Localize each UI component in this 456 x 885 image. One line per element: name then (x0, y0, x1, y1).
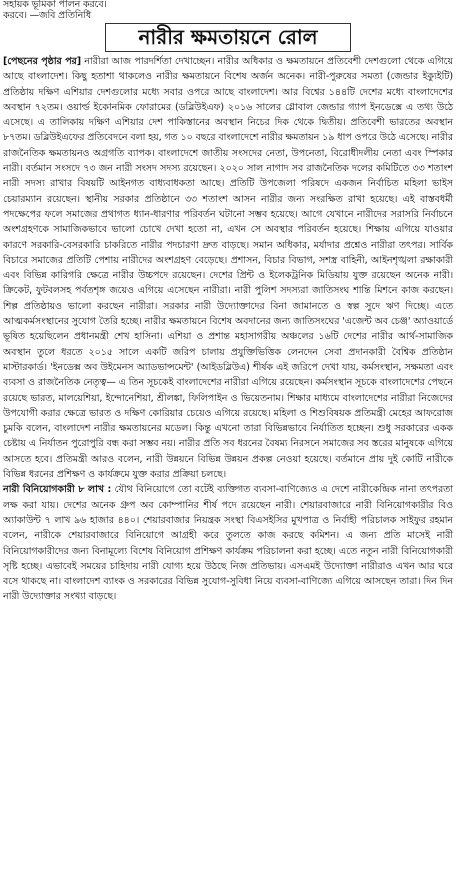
article-body (0, 54, 456, 884)
body-text-2: যৌথ বিনিয়োগে তো বটেই ব্যক্তিগত ব্যবসা-বাণিজ্যেও এ দেশে নারীকেন্দ্রিক নানা তৎপরতা লক্ষ করা যায়। দেশের অনেক গ্রুপ অব কোম্পানির শীর্ষ পদে রয়েছেন নারী। শেয়ারবাজারে নারী বিনিয়োগকারীর বিও অ্যাকাউন্ট ৭ লাখ ৯৬ হাজার ৪৪০। শেয়ারবাজার নিয়ন্ত্রক সংস্থা বিএসইসির মুখপাত্র ও নির্বাহী পরিচালক সাইফুর রহমান বলেন, নারীকে শেয়ারবাজারে বিনিয়োগে আগ্রহী করে তুলতে কাজ করছে কমিশন। এ জন্য প্রতি মাসেই নারী বিনিয়োগকারীদের জন্য বিনামূল্যে বিশেষ বিনিয়োগ প্রশিক্ষণ কার্যক্রম পরিচালনা করা হচ্ছে। এতে নতুন নারী বিনিয়োগকারী সৃষ্টি হচ্ছে। এভাবেই সময়ের চাহিদায় নারী যোগ্য হয়ে উঠছে নিজ প্রতিভায়। এসএমই উদ্যোক্তা নারীরাও এখন আর ঘরে বসে থাকছে না। বাংলাদেশ ব্যাংক ও সরকারের বিভিন্ন সুযোগ-সুবিধা নিয়ে ব্যবসা-বাণিজ্যে এগিয়ে আসছেন তারা। দিন দিন নারী উদ্যোক্তার সংখ্যা বাড়ছে। (3, 484, 453, 603)
article-headline: নারীর ক্ষমতায়নে রোল (105, 23, 351, 52)
previous-article-fragment (0, 0, 456, 22)
article-paragraph-1 (3, 54, 453, 482)
subheading: নারী বিনিয়োগকারী ৮ লাখ : (3, 484, 112, 496)
article-paragraph-2 (3, 482, 453, 604)
previous-article-last-line: করবে। —জবি প্রতিনিধি (3, 9, 92, 21)
continuation-label: [পেছনের পৃষ্ঠার পর] (3, 56, 81, 67)
body-text-1: নারীরা আজ পারদর্শিতা দেখাচ্ছেন। নারীর অধিকার ও ক্ষমতায়নে প্রতিবেশী দেশগুলো থেকে এগিয়ে আছে বাংলাদেশ। কিছু হতাশা থাকলেও নারীর ক্ষমতায়নে বিশেষ অর্জন অনেক। নারী-পুরুষের সমতা (জেন্ডার ইক্যুইটি) প্রতিষ্ঠায় দক্ষিণ এশিয়ার দেশগুলোর মধ্যে সবার ওপরে আছে বাংলাদেশ। আর বিশ্বের ১৪৪টি দেশের মধ্যে বাংলাদেশের অবস্থান ৭২তম। ওয়ার্ল্ড ইকোনমিক ফোরামের (ডব্লিউইএফ) ২০১৬ সালের গ্লোবাল জেন্ডার গ্যাপ ইনডেক্সে এ তথ্য উঠে এসেছে। এ তালিকায় দক্ষিণ এশিয়ার দেশ পাকিস্তানের অবস্থান নিচের দিক থেকে দ্বিতীয়। প্রতিবেশী ভারতের অবস্থান ৮৭তম। ডব্লিউইএফের প্রতিবেদনে বলা হয়, গত ১০ বছরে বাংলাদেশে নারীর ক্ষমতায়ন ১৯ ধাপ ওপরে উঠে এসেছে। নারীর রাজনৈতিক ক্ষমতায়নও অগ্রগতি ব্যাপক। বাংলাদেশে জাতীয় সংসদের নেতা, উপনেতা, বিরোধীদলীয় নেতা এবং স্পিকার নারী। বর্তমান সংসদে ৭৩ জন নারী সংসদ সদস্য রয়েছেন। ২০২০ সাল নাগাদ সব রাজনৈতিক দলের কমিটিতে ৩৩ শতাংশ নারী সদস্য রাখার বিষয়টি আইনগত বাধ্যবাধকতা আছে। প্রতিটি উপজেলা পরিষদে একজন নির্বাচিত মহিলা ভাইস চেয়ারম্যান রয়েছেন। স্থানীয় সরকার প্রতিষ্ঠানে ৩৩ শতাংশ আসন নারীর জন্য সংরক্ষিত রাখা হয়েছে। এই বাস্তবধর্মী পদক্ষেপের ফলে সমাজের প্রথাগত ধ্যান-ধারণার পরিবর্তন ঘটানো সম্ভব হয়েছে। আগে যেখানে নারীদের সরাসরি নির্বাচনে অংশগ্রহণকে সামাজিকভাবে ভালো চোখে দেখা হতো না, এখন সে অবস্থার পরিবর্তন হয়েছে। শিক্ষায় এগিয়ে যাওয়ার কারণে সরকারি-বেসরকারি চাকরিতে নারীর পদচারণা দ্রুত বাড়ছে। সমান অধিকার, মর্যাদার প্রশ্নেও নারীরা তৎপর। সার্বিক বিচারে সমাজের প্রতিটি পেশায় নারীদের অংশগ্রহণ বেড়েছে। প্রশাসন, বিচার বিভাগ, সশস্ত্র বাহিনী, আইনশৃঙ্খলা রক্ষাকারী এবং বিভিন্ন কারিগরি ক্ষেত্রে নারীর উচ্চপদে রয়েছেন। দেশের প্রিন্ট ও ইলেকট্রনিক মিডিয়ায় যুক্ত রয়েছেন অনেক নারী। ক্রিকেট, ফুটবলসহ পর্বতশৃঙ্গ জয়েও এগিয়ে এসেছেন নারীরা। নারী পুলিশ সদস্যরা জাতিসংঘ শান্তি মিশনে কাজ করছেন। শিল্প প্রতিষ্ঠায়ও ভালো করছেন নারীরা। সরকার নারী উদ্যোক্তাদের বিনা জামানতে ও স্বল্প সুদে ঋণ দিচ্ছে। এতে আত্মকর্মসংস্থানের সুযোগ তৈরি হচ্ছে। নারীর ক্ষমতায়নে বিশেষ অবদানের জন্য জাতিসংঘের 'এজেন্ট অব চেঞ্জ' অ্যাওয়ার্ডে ভূষিত হয়েছিলেন প্রধানমন্ত্রী শেখ হাসিনা। এশিয়া ও প্রশান্ত মহাসাগরীয় অঞ্চলের ১৬টি দেশের নারীর আর্থ-সামাজিক অবস্থান তুলে ধরতে ২০১৫ সালে একটি জরিপ চালায় প্রযুক্তিভিত্তিক লেনদেন সেবা প্রদানকারী বৈশ্বিক প্রতিষ্ঠান মাস্টারকার্ড। 'ইনডেক্স অব উইমেনস অ্যাডভান্সমেন্ট' (আইডব্লিউএ) শীর্ষক এই জরিপে দেখা যায়, কর্মসংস্থান, সক্ষমতা এবং ব্যবসা ও রাজনৈতিক নেতৃত্ব— এ তিন সূচকেই বাংলাদেশের নারীরা এগিয়ে রয়েছেন। কর্মসংস্থান সূচকে বাংলাদেশের পেছনে রয়েছে ভারত, মালয়েশিয়া, ইন্দোনেশিয়া, শ্রীলঙ্কা, ফিলিপাইন ও ভিয়েতনাম। শিক্ষার মাধ্যমে বাংলাদেশের নারীরা নিজেদের উপযোগী করার ক্ষেত্রে ভারত ও দক্ষিণ কোরিয়ার চেয়েও এগিয়ে রয়েছে। মহিলা ও শিশুবিষয়ক প্রতিমন্ত্রী মেহের আফরোজ চুমকি বলেন, বাংলাদেশ নারীর ক্ষমতায়নের মডেল। কিন্তু এখনো তারা বিভিন্নভাবে নির্যাতিত হচ্ছেন। শুধু সরকারের একক চেষ্টায় এ নির্যাতন পুরোপুরি বন্ধ করা সম্ভব নয়। নারীর প্রতি সব ধরনের বৈষম্য নিরসনে সমাজের সব স্তরের মানুষকে এগিয়ে আসতে হবে। প্রতিমন্ত্রী আরও বলেন, নারী উন্নয়নে বিভিন্ন উন্নয়ন প্রকল্প নেওয়া হয়েছে। বর্তমানে প্রায় দুই কোটি নারীকে বিভিন্ন ধরনের প্রশিক্ষণ ও কার্যক্রমে যুক্ত করার প্রক্রিয়া চলছে। (3, 56, 454, 481)
previous-article-line-cut: সহায়ক ভূমিকা পালন করবে। (3, 0, 107, 11)
